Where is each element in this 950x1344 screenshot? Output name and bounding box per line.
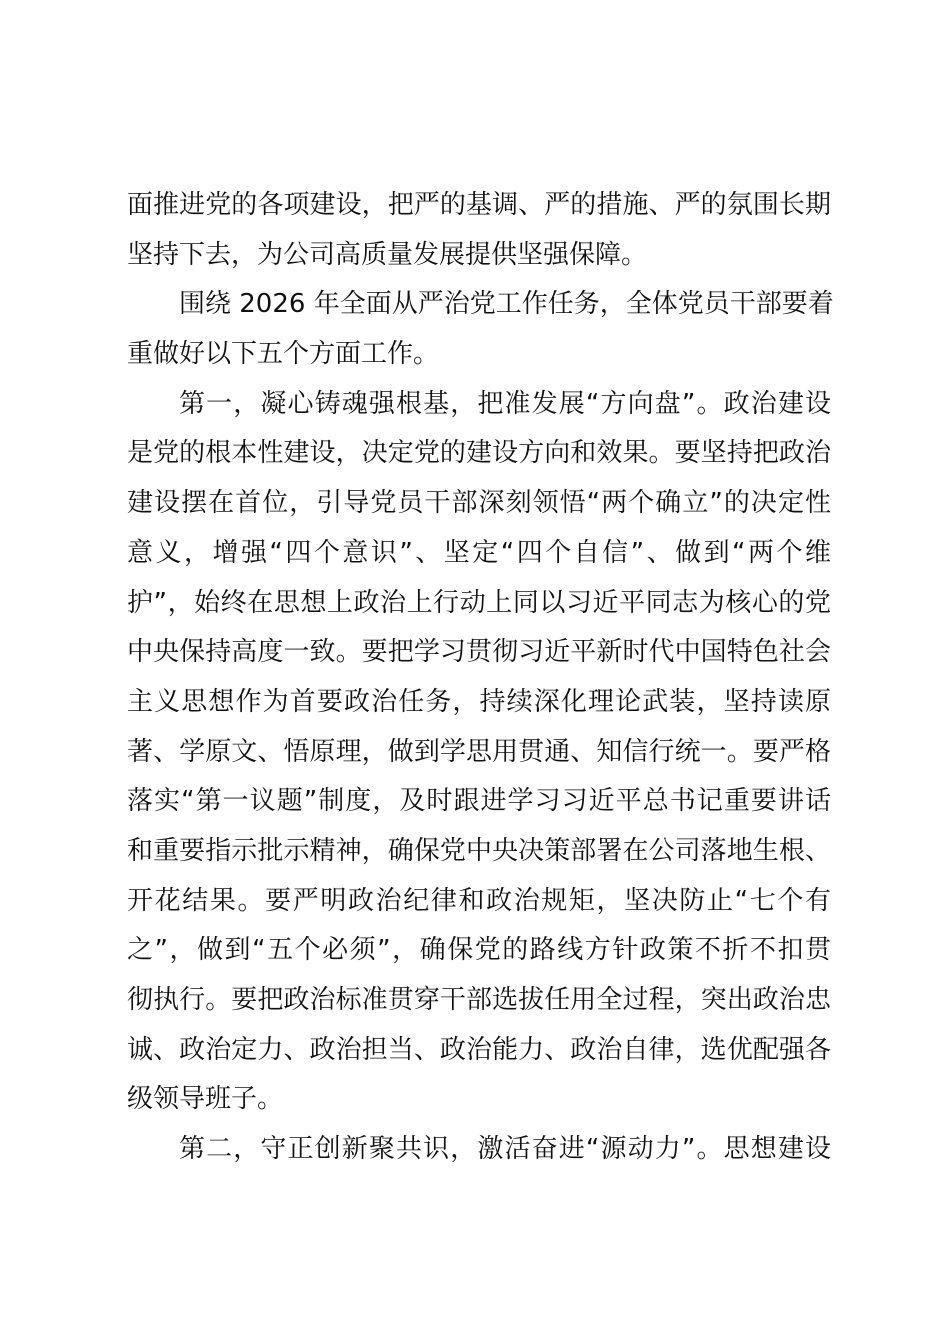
text-line: 著、学原文、悟原理，做到学思用贯通、知信行统一。要严格 <box>127 736 831 767</box>
text-line: 主义思想作为首要政治任务，持续深化理论武装，坚持读原 <box>127 686 831 717</box>
text-line: 中央保持高度一致。要把学习贯彻习近平新时代中国特色社会 <box>127 637 831 668</box>
text-line: 意义，增强“四个意识”、坚定“四个自信”、做到“两个维 <box>127 537 831 568</box>
text-line: 重做好以下五个方面工作。 <box>127 339 440 370</box>
text-line: 建设摆在首位，引导党员干部深刻领悟“两个确立”的决定性 <box>127 488 831 519</box>
section-two-heading-line: 第二，守正创新聚共识，激活奋进“源动力”。思想建设 <box>179 1134 831 1165</box>
document-page <box>127 181 834 1175</box>
section-one-heading-line: 第一，凝心铸魂强根基，把准发展“方向盘”。政治建设 <box>179 388 831 419</box>
text-line: 护”，始终在思想上政治上行动上同以习近平同志为核心的党 <box>127 587 831 618</box>
text-line: 开花结果。要严明政治纪律和政治规矩，坚决防止“七个有 <box>127 885 831 916</box>
text-line: 级领导班子。 <box>127 1084 284 1115</box>
text-line: 坚持下去，为公司高质量发展提供坚强保障。 <box>127 239 648 270</box>
text-line: 之”，做到“五个必须”，确保党的路线方针政策不折不扣贯 <box>127 935 831 966</box>
text-line: 是党的根本性建设，决定党的建设方向和效果。要坚持把政治 <box>127 438 831 469</box>
text-line: 和重要指示批示精神，确保党中央决策部署在公司落地生根、 <box>127 835 831 866</box>
text-line: 诚、政治定力、政治担当、政治能力、政治自律，选优配强各 <box>127 1034 831 1065</box>
text-line: 落实“第一议题”制度，及时跟进学习习近平总书记重要讲话 <box>127 786 831 817</box>
paragraph-start-line: 围绕 2026 年全面从严治党工作任务，全体党员干部要着 <box>179 289 834 320</box>
text-line: 彻执行。要把政治标准贯穿干部选拔任用全过程，突出政治忠 <box>127 985 831 1015</box>
text-line: 面推进党的各项建设，把严的基调、严的措施、严的氛围长期 <box>127 190 831 220</box>
